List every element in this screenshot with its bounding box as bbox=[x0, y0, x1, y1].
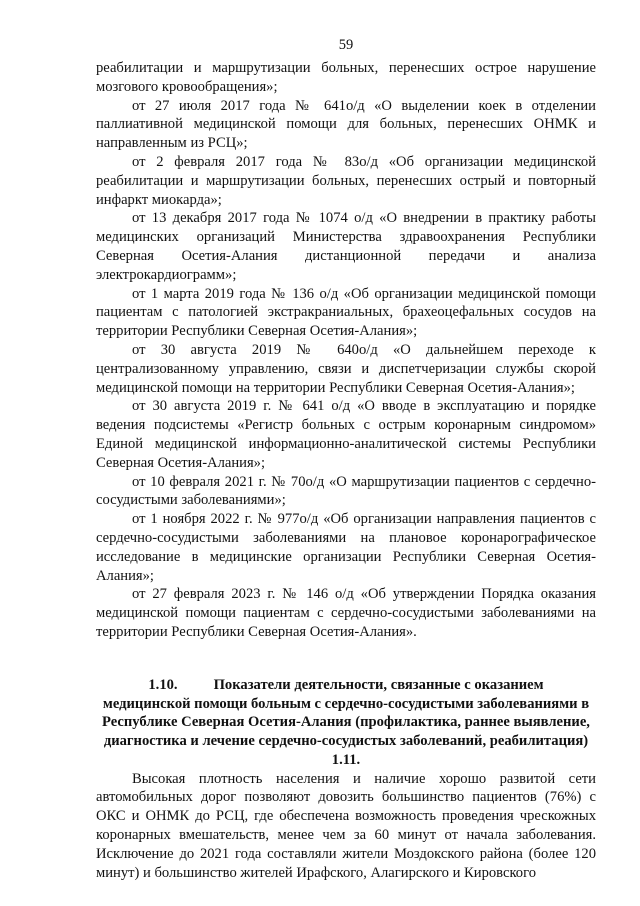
order-item: от 13 декабря 2017 года № 1074 о/д «О внедрении в практику работы медицинских организаций Министерства здравоохранения Республики Северная Осетия-Алания дистанционной передачи и анализа электрокардиограмм»; bbox=[96, 210, 596, 283]
section-heading bbox=[96, 676, 596, 751]
page-number: 59 bbox=[338, 37, 354, 53]
order-item: от 1 марта 2019 года № 136 о/д «Об организации медицинской помощи пациентам с патологией экстракраниальных, брахеоцефальных сосудов на территории Республики Северная Осетия-Алания»; bbox=[96, 285, 596, 340]
order-item-continuation: реабилитации и маршрутизации больных, перенесших острое нарушение мозгового кровообращения»; bbox=[96, 60, 596, 95]
section-title-rest: медицинской помощи больным с сердечно-сосудистыми заболеваниями в Республике Северная Осетия-Алания (профилактика, раннее выявление, диагностика и лечение сердечно-сосудистых заболеваний, реабилитация) bbox=[102, 695, 590, 750]
order-item: от 1 ноября 2022 г. № 977о/д «Об организации направления пациентов с сердечно-сосудистыми заболеваниями на плановое коронарографическое исследование в медицинские организации Республики Северная Осетия-Алания»; bbox=[96, 511, 596, 584]
section-title-first: Показатели деятельности, связанные с оказанием bbox=[213, 676, 544, 693]
section-number: 1.10. bbox=[148, 676, 178, 693]
order-item: от 2 февраля 2017 года № 83о/д «Об организации медицинской реабилитации и маршрутизации больных, перенесших острый и повторный инфаркт миокарда»; bbox=[96, 153, 596, 208]
document-page bbox=[96, 36, 596, 882]
body-paragraph: Высокая плотность населения и наличие хорошо развитой сети автомобильных дорог позволяют довозить большинство пациентов (76%) с ОКС и ОНМК до РСЦ, где обеспечена возможность проведения чрескожных коронарных вмешательств, менее чем за 60 минут от начала заболевания. Исключение до 2021 года составляли жители Моздокского района (более 120 минут) и большинство жителей Ирафского, Алагирского и Кировского bbox=[96, 770, 596, 881]
section-heading-first-line bbox=[96, 676, 596, 695]
order-item: от 27 февраля 2023 г. № 146 о/д «Об утверждении Порядка оказания медицинской помощи пациентам с сердечно-сосудистыми заболеваниями на территории Республики Северная Осетия-Алания». bbox=[96, 586, 596, 640]
order-item: от 30 августа 2019 г. № 641 о/д «О вводе в эксплуатацию и порядке ведения подсистемы «Регистр больных с острым коронарным синдромом» Единой медицинской информационно-аналитической системы Республики Северная Осетия-Алания»; bbox=[96, 398, 596, 471]
order-item: от 27 июля 2017 года № 641о/д «О выделении коек в отделении паллиативной медицинской помощи для больных, перенесших ОНМК и направленным из РСЦ»; bbox=[96, 97, 596, 152]
order-item: от 30 августа 2019 № 640о/д «О дальнейшем переходе к централизованному управлению, связи и диспетчеризации службы скорой медицинской помощи на территории Республики Северная Осетия-Алания»; bbox=[96, 341, 596, 396]
subsection-number: 1.11. bbox=[331, 751, 361, 768]
order-item: от 10 февраля 2021 г. № 70о/д «О маршрутизации пациентов с сердечно-сосудистыми заболеваниями»; bbox=[96, 473, 596, 509]
